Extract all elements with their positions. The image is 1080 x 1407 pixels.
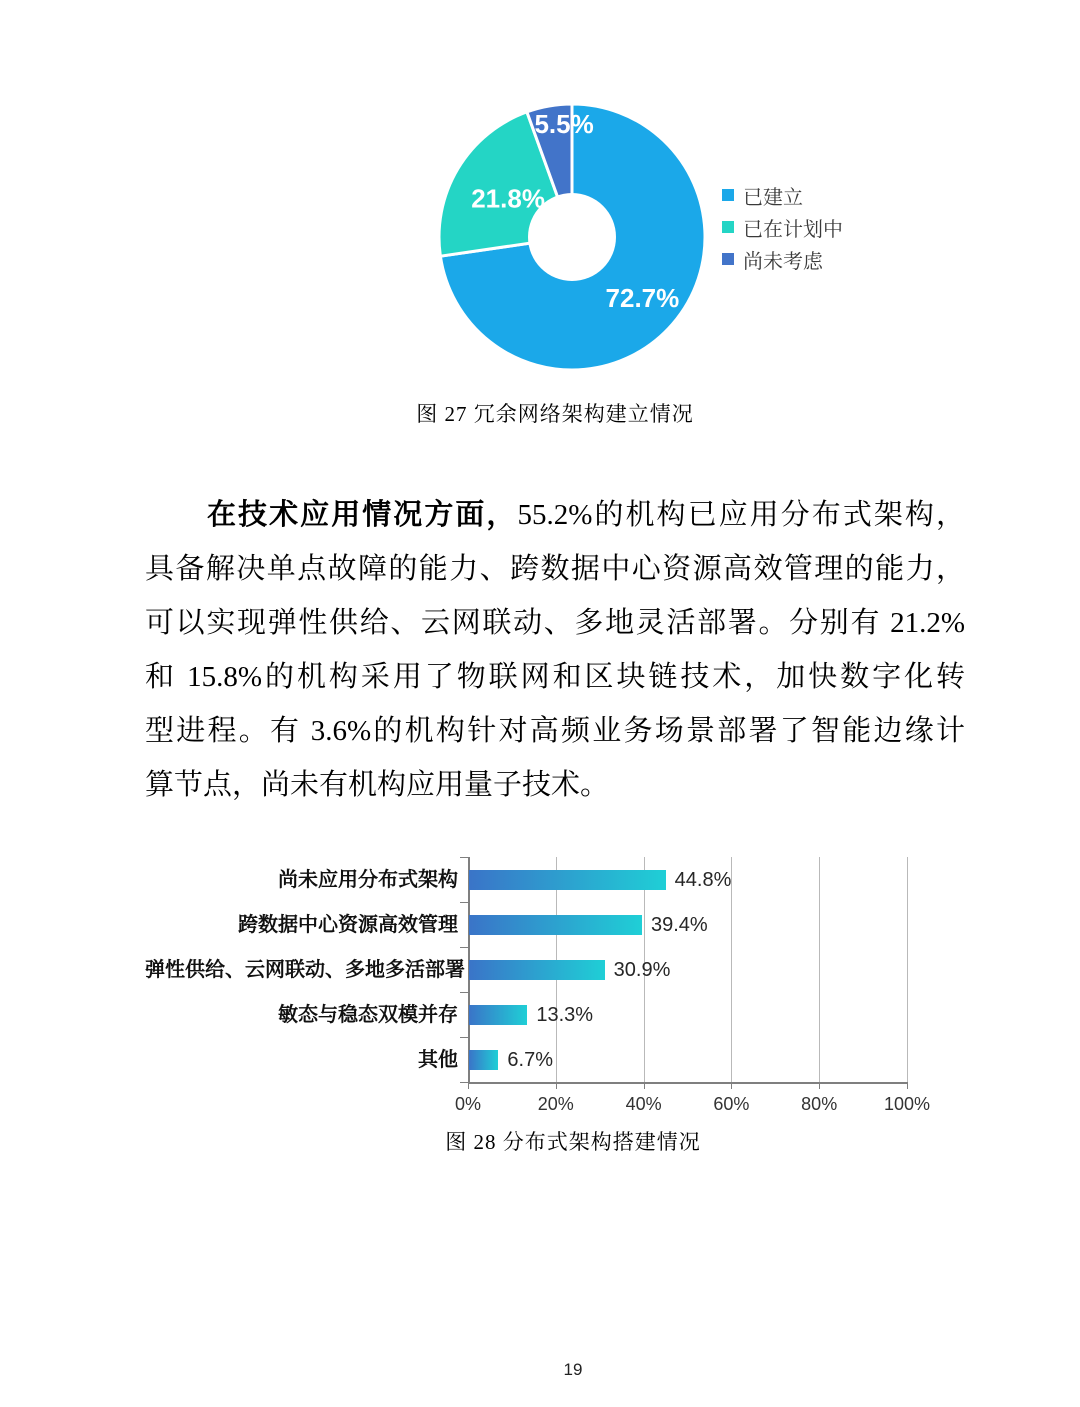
legend-item: [722, 248, 843, 273]
y-axis-tick: [460, 857, 468, 858]
x-axis-tick-label: 40%: [625, 1094, 662, 1114]
legend-item-label: 已建立: [743, 186, 803, 209]
paragraph-text: 55.2%的机构已应用分布式架构，: [517, 499, 965, 531]
bar-category-label: 敏态与稳态双模并存: [278, 1003, 458, 1026]
legend-color-swatch: [722, 189, 734, 201]
bar-chart-distributed-architecture: [145, 845, 1045, 1145]
bar: [469, 1005, 527, 1025]
bar-category-label: 尚未应用分布式架构: [278, 868, 458, 891]
pie-data-label: 21.8%: [471, 183, 545, 214]
x-axis-line: [468, 1082, 908, 1084]
gridline: [907, 857, 908, 1082]
paragraph-line: 算节点，尚未有机构应用量子技术。: [145, 769, 610, 801]
x-axis-tick-label: 100%: [883, 1094, 931, 1114]
bar-value-label: 39.4%: [650, 913, 708, 936]
paragraph-line: 具备解决单点故障的能力、跨数据中心资源高效管理的能力，: [145, 553, 965, 585]
paragraph-line: [145, 488, 965, 542]
pie-legend: [722, 184, 843, 280]
bar-value-label: 30.9%: [613, 958, 671, 981]
bar: [469, 960, 605, 980]
x-axis-tick-label: 0%: [454, 1094, 481, 1114]
bar-category-label: 其他: [418, 1048, 458, 1071]
legend-item: [722, 184, 843, 209]
figure-27-caption: 图 27 冗余网络架构建立情况: [416, 402, 694, 426]
bar: [469, 870, 666, 890]
y-axis-tick: [460, 1037, 468, 1038]
pie-data-label: 72.7%: [605, 282, 680, 313]
y-axis-tick: [460, 992, 468, 993]
y-axis-tick: [460, 1082, 468, 1083]
bar: [469, 915, 642, 935]
paragraph-line: 型进程。有 3.6%的机构针对高频业务场景部署了智能边缘计: [145, 715, 965, 747]
bar-value-label: 44.8%: [674, 868, 732, 891]
x-axis-tick-label: 20%: [537, 1094, 574, 1114]
x-axis-tick-label: 80%: [801, 1094, 838, 1114]
y-axis-tick: [460, 902, 468, 903]
page-number: 19: [563, 1360, 583, 1379]
paragraph-lead-bold: 在技术应用情况方面，: [207, 499, 518, 531]
paragraph-line: 和 15.8%的机构采用了物联网和区块链技术，加快数字化转: [145, 661, 965, 693]
legend-color-swatch: [722, 253, 734, 265]
donut-chart-redundant-network: [430, 93, 715, 385]
body-paragraph: [145, 488, 965, 812]
legend-item-label: 尚未考虑: [743, 250, 823, 273]
bar-category-label: 弹性供给、云网联动、多地多活部署: [145, 958, 465, 981]
y-axis-tick: [460, 947, 468, 948]
legend-item-label: 已在计划中: [743, 218, 843, 241]
gridline: [731, 857, 732, 1082]
bar: [469, 1050, 498, 1070]
bar-value-label: 6.7%: [507, 1048, 553, 1071]
x-axis-tick-label: 60%: [713, 1094, 750, 1114]
paragraph-line: 可以实现弹性供给、云网联动、多地灵活部署。分别有 21.2%: [145, 607, 965, 639]
pie-data-label: 5.5%: [534, 109, 594, 140]
bar-value-label: 13.3%: [536, 1003, 594, 1026]
gridline: [819, 857, 820, 1082]
bar-category-label: 跨数据中心资源高效管理: [238, 913, 458, 936]
legend-item: [722, 216, 843, 241]
legend-color-swatch: [722, 221, 734, 233]
figure-28-caption: 图 28 分布式架构搭建情况: [445, 1130, 701, 1154]
